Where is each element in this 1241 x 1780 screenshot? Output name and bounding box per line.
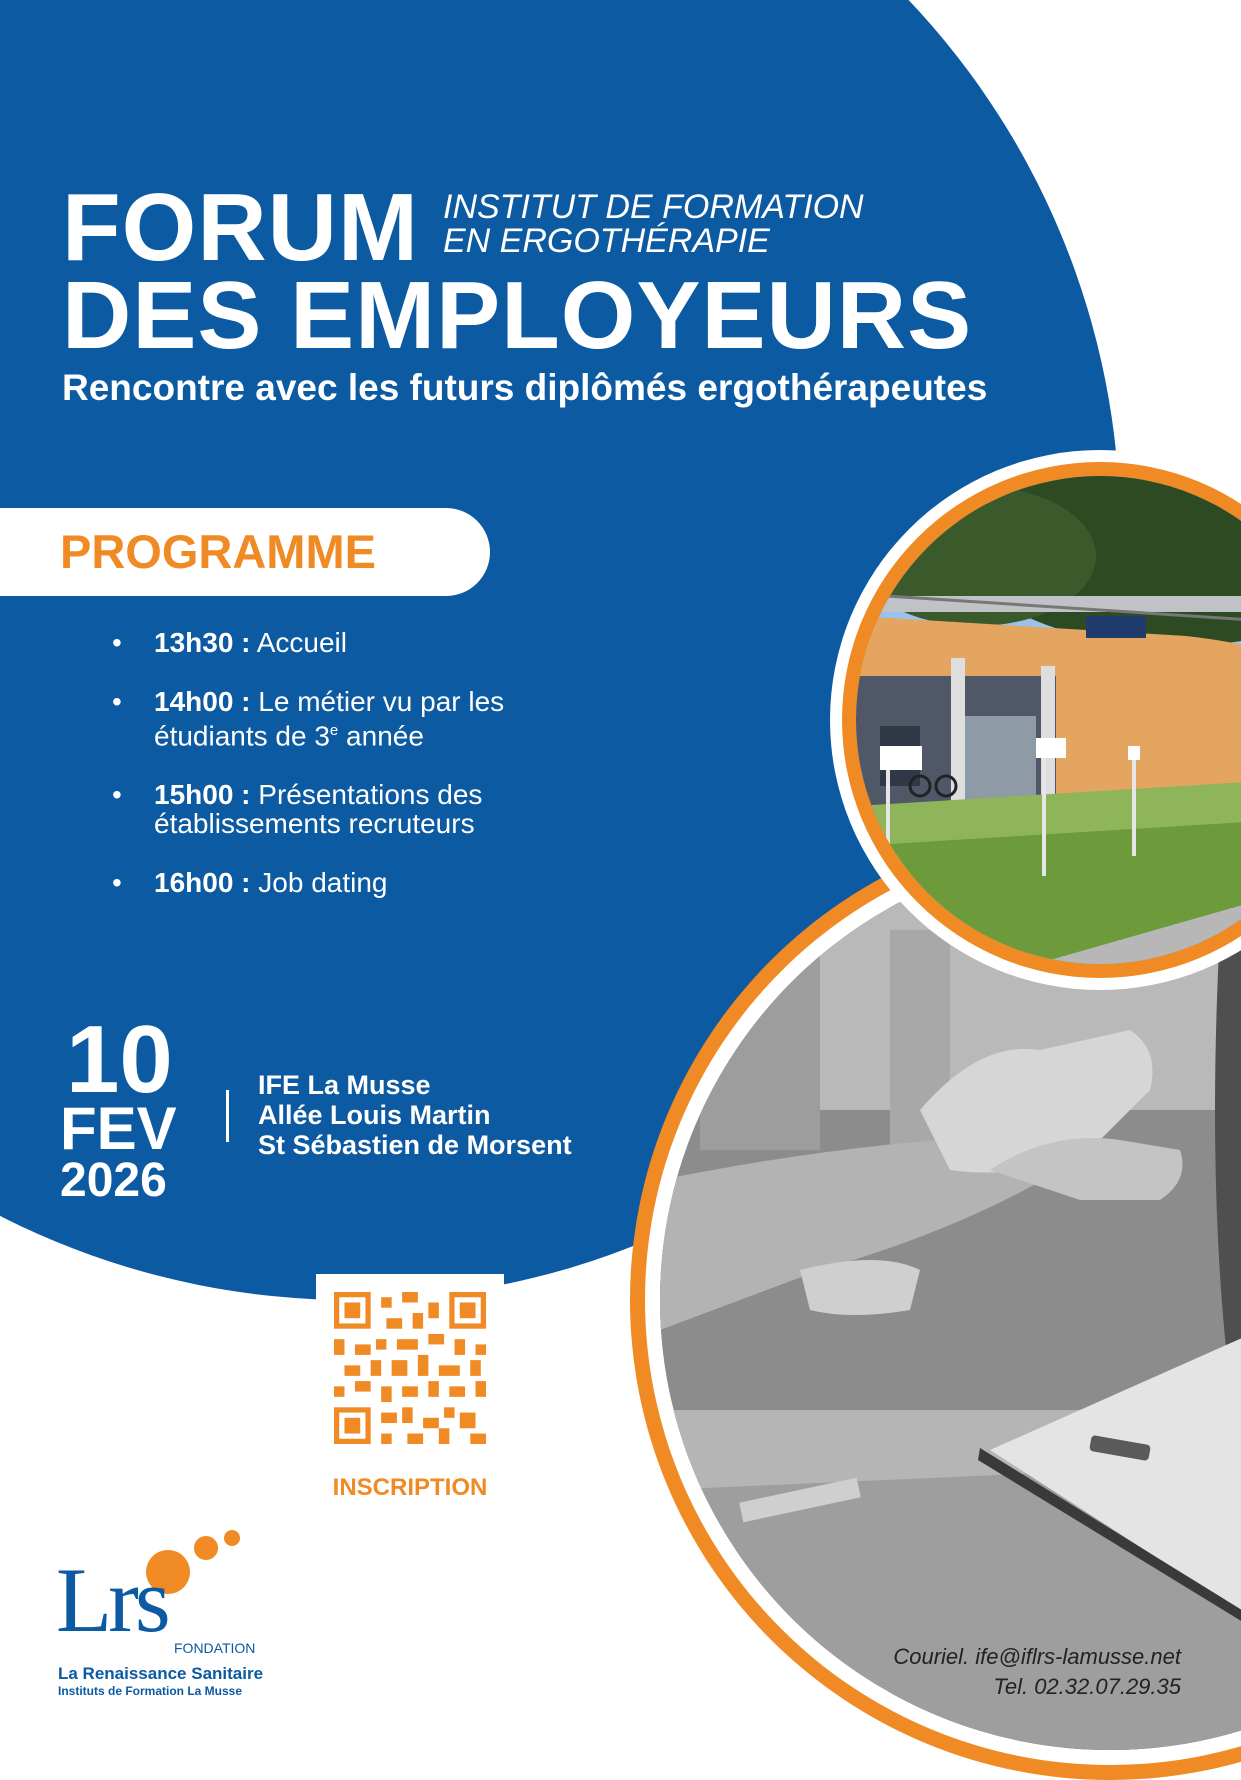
venue-city: St Sébastien de Morsent [258, 1130, 572, 1160]
venue-street: Allée Louis Martin [258, 1100, 491, 1130]
venue-name: IFE La Musse [258, 1070, 431, 1100]
schedule-text: Accueil [256, 627, 347, 658]
bullet-icon: • [112, 686, 122, 717]
schedule-superscript: e [329, 722, 339, 739]
event-month: FEV [60, 1095, 177, 1162]
lrs-fondation-logo [56, 1526, 296, 1706]
schedule-item [112, 868, 552, 897]
venue-address [258, 1070, 572, 1160]
title-des-employeurs: DES EMPLOYEURS [62, 262, 973, 369]
logo-letters: Lrs [56, 1549, 167, 1651]
subtitle: Rencontre avec les futurs diplômés ergothérapeutes [62, 367, 988, 408]
schedule-time: 15h00 : [154, 779, 251, 811]
bullet-icon: • [112, 627, 122, 658]
logo-fondation: FONDATION [174, 1640, 256, 1656]
institute-line-2: EN ERGOTHÉRAPIE [443, 222, 770, 260]
schedule-text: Le métier vu par les étudiants de 3 [154, 686, 505, 752]
date-divider [226, 1090, 229, 1142]
bullet-icon: • [112, 867, 122, 899]
title-forum: FORUM [62, 174, 419, 281]
schedule-list [112, 628, 552, 927]
programme-banner [0, 508, 490, 596]
event-day: 10 [66, 1006, 173, 1113]
qr-code-card[interactable] [316, 1274, 504, 1462]
bullet-icon: • [112, 779, 122, 811]
schedule-time: 13h30 : [154, 627, 251, 658]
institute-line-1: INSTITUT DE FORMATION [443, 188, 864, 226]
schedule-text: Job dating [258, 867, 388, 899]
schedule-item [112, 780, 552, 838]
schedule-time: 14h00 : [154, 686, 251, 717]
schedule-item [112, 687, 552, 750]
contact-email[interactable]: Couriel. ife@iflrs-lamusse.net [893, 1644, 1181, 1669]
schedule-time: 16h00 : [154, 867, 251, 899]
schedule-item [112, 628, 552, 657]
qr-code-icon[interactable] [334, 1292, 486, 1444]
programme-heading: PROGRAMME [60, 525, 376, 578]
schedule-text: Présentations des établissements recruteurs [154, 779, 483, 840]
schedule-text-after: année [338, 720, 424, 752]
contact-info [893, 1642, 1181, 1702]
logo-name: La Renaissance Sanitaire [58, 1664, 264, 1683]
event-year: 2026 [60, 1154, 167, 1207]
inscription-label[interactable]: INSCRIPTION [332, 1474, 488, 1501]
contact-phone[interactable]: Tel. 02.32.07.29.35 [993, 1674, 1181, 1699]
logo-subtitle: Instituts de Formation La Musse [58, 1684, 243, 1698]
